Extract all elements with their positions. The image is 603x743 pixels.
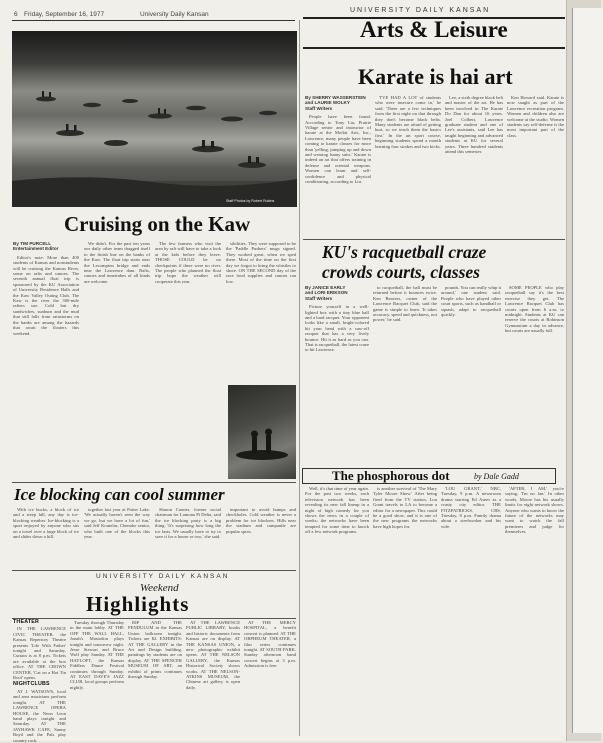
- kaw-river-photo: [12, 31, 297, 207]
- photo-credit: Staff Photos by Robert Rubins: [226, 199, 275, 203]
- phosphorous-column-4: [505, 486, 564, 736]
- karate-column-1: [305, 95, 371, 236]
- racquetball-headline-2: crowds courts, classes: [322, 262, 480, 282]
- highlights-column-1: [13, 619, 66, 743]
- highlights-text-2: Tuesday through Thursday in the main lobby. AT THE OFF THE WALL HALL, Jonah's Mastodon plays tonight and tomorrow night. Jesse Stewart and Bruce Wolf play Sunday. AT THE HAYLOFT, the Kansas Fiddlers Dance Festival continues through Sunday. AT EAST DAVE'S JAZZ CLUB, local groups perform nightly.: [70, 620, 124, 690]
- running-header-paper: University Daily Kansan: [140, 11, 209, 18]
- cruising-column-4: [226, 241, 296, 381]
- highlights-text-3: RIP AND THE PENDULUM in the Kansas Union ballroom tonight. Tickets are $2. EXHIBITS: AT THE GALLERY in the Art and Design building, paintings by students are on display. AT THE SPENCER MUSEUM OF ART, an exhibit of prints continues through Sunday.: [128, 620, 182, 680]
- racquetball-text-2: to racquetball, the ball must be returned before it bounces twice. Ken Beavers, owner of the Lawrence Racquet Club, said the game is simple to learn. 'It takes accuracy, speed and quickness, not power,' he said.: [373, 285, 437, 323]
- cruising-text-3: The few farmers who visit the area by raft will have to take a look at the kids before they leave. THOSE COULD be no checkpoints if there were no river. The people who planned the float trip hope the weather will cooperate this year.: [155, 241, 221, 284]
- karate-text-4: Ken Howard said. Karate is now taught as part of the Lawrence recreation program. Women and children also are welcome at the studio. Women students say self-defense is the most important part of the class.: [507, 95, 564, 138]
- phosphorous-text-3: 'LOU GRANT,' NBC, Tuesday, 9 p.m. A newsroom drama starring Ed Asner as a crusty city editor. THE FITZPATRICKS, CBS, Tuesday, 8 p.m. Family drama about a steelworker and his wife.: [441, 486, 501, 529]
- karate-byline: By SHERRY WASSERSTEIN and LAURIE WOLKY Staff Writers: [305, 95, 366, 111]
- phosphorous-byline: by Dale Gadd: [474, 472, 519, 481]
- ice-text-4: important to avoid bumps and checkholes. Cold weather is never a problem for ice blockers. Hills near the stadium and campanile are popular spots.: [226, 507, 296, 534]
- ice-column-2: [84, 507, 150, 567]
- highlights-rule: [12, 570, 296, 571]
- highlights-paper-name: UNIVERSITY DAILY KANSAN: [96, 573, 230, 580]
- theater-heading: THEATER: [13, 619, 40, 625]
- cruising-text-4: sibilities. They were supposed to be the 'Paddle Pushers' mugs signed. They worked great, when we sped there. Most of the time on the first day we forgot to bring the whistles to shore. ON THE SECOND day of the race food supplies and canoes ran low.: [226, 241, 296, 284]
- theater-text: IN THE LAWRENCE CIVIC THEATER, the Kansas Repertory Theatre presents 'Life With Father' tonight and Saturday. Curtain is at 8 p.m. Tickets are available at the box office. AT THE CROWN CENTER, 'Cat on a Hot Tin Roof' opens.: [13, 626, 66, 681]
- header-rule: [12, 20, 295, 21]
- cruising-column-1: [13, 241, 79, 489]
- adjacent-page: [573, 8, 603, 733]
- highlights-column-2: [70, 620, 124, 738]
- nightclubs-heading: NIGHTCLUBS: [13, 681, 50, 688]
- canoe-photo: [228, 385, 296, 479]
- racquetball-column-2: [373, 285, 437, 465]
- phosphorous-column-3: [441, 486, 501, 736]
- phosphorous-text-1: Well, it's that time of year again. For the past two weeks, each television network has been revealing its new fall lineup in a night of high comedy for you shows the news in a couple of weeks; the networks have been tempted for some time to knock off a few network programs.: [305, 486, 369, 535]
- ice-column-4: [226, 507, 296, 567]
- karate-text-3: Lee, a sixth degree black belt and master of the art. He has been involved in The Karate Do Dan for about 16 years. Joel Colbert, Lawrence graduate student and one of Lee's assistants, said Lee has taught beginning and advanced students at KU for several years. Three hundred students attend this semester.: [445, 95, 503, 155]
- cruising-column-3: [155, 241, 221, 489]
- highlights-column-3: [128, 620, 182, 738]
- racquetball-text-3: pounds. You can really whip it around,' one student said. People who have played other court sports, such as handball or squash, adapt to racquetball quickly.: [441, 285, 502, 318]
- highlights-text-4: AT THE LAWRENCE PUBLIC LIBRARY, books and historic documents from Kansas are on display. AT THE KANSAS UNION, a new photographic exhibit opens. AT THE NELSON GALLERY, the Kansas Historical Society shows works. AT THE NELSON-ATKINS MUSEUM, the Chinese art gallery is open daily.: [186, 620, 240, 690]
- karate-column-2: [375, 95, 441, 236]
- section-title: Arts & Leisure: [360, 17, 508, 42]
- highlights-weekend: Weekend: [140, 582, 179, 594]
- racquetball-text-1: Picture yourself in a well-lighted box with a tiny blue ball and a hard racquet. Your opponent looks like a small, bright-colored hit your head with a saw-off racquet that has a very lively bounce. Hit it as hard as you can. That is racquetball, the latest craze to hit Lawrence.: [305, 304, 369, 353]
- racquetball-column-3: [441, 285, 501, 465]
- ice-text-1: With ice bucks, a block of ice and a steep hill, any day is ice-blocking weather. Ice-blocking is a sport enjoyed by anyone who sits on a towel over a large block of ice and slides down a hill.: [13, 507, 79, 540]
- highlights-title: Highlights: [86, 592, 190, 616]
- ice-rule: [12, 482, 296, 483]
- racquetball-headline-1: KU's racquetball craze: [322, 242, 487, 262]
- page-number: 6: [14, 11, 18, 18]
- ice-column-3: [155, 507, 221, 567]
- karate-headline: Karate is hai art: [358, 64, 513, 89]
- rafts-illustration: [12, 31, 297, 207]
- nightclubs-text: AT J. WATSON'S, local and area musicians perform tonight. AT THE LAWRENCE OPERA HOUSE, the Neon Leon band plays tonight and Saturday. AT THE JAYHAWK CAFE, Sunny Boyd and the Pals play country rock.: [13, 688, 66, 743]
- adjacent-page-edge: [566, 0, 601, 741]
- cruising-headline: Cruising on the Kaw: [64, 212, 251, 236]
- highlights-column-5: [244, 620, 296, 738]
- phosphorous-column-2: [373, 486, 437, 736]
- cruising-byline: By TIM PURCELL Entertainment Editor: [13, 241, 59, 252]
- highlights-rule-2: [12, 618, 296, 619]
- phosphorous-text-2: is another survival of 'The Mary Tyler Moore Show.' After being fired from the TV station, Lou Grant travels to LA to become a editor for a newspaper. This could be a good show, and it is one of the new programs the networks have high hopes for.: [373, 486, 437, 529]
- section-paper-name: UNIVERSITY DAILY KANSAN: [350, 7, 491, 14]
- phosphorous-text-4: 'AFTER, I AM,' you're saying. 'I'm no fan.' In other words, Moore has his usually limits for eight network shows. Anyone who wants to know the future of the networks may want to watch the fall premieres and judge for themselves.: [505, 486, 564, 535]
- ice-column-1: [13, 507, 79, 567]
- racquetball-text-4: SOME PEOPLE who play racquetball say it's the best exercise they get. The Lawrence Racquet Club has courts open from 6 a.m. to midnight. Students at KU can reserve the courts at Robinson Gymnasium a day in advance, but courts are usually full.: [505, 285, 564, 334]
- ice-text-2: together last year at Potter Lake. 'We actually haven't seen the way we go, but we have a lot of fun,' said Jeff Koutelas, Chenoke senior, who built one of the blocks this year.: [84, 507, 150, 540]
- center-divider: [299, 20, 300, 736]
- cruising-column-2: [84, 241, 150, 489]
- highlights-column-4: [186, 620, 240, 738]
- karate-text-1: People have been found. According to Tony Liu, Prairie Village senior and instructor of karate at the Moffat Arts, Inc., Lawrence, many people have been coming to karate classes for more than 'yelling, jumping up and down and wearing funny suits.' Karate is indeed an art that offers training in defense and oriental weapons. Women can learn and self-confidence and physical conditioning, according to Liu.: [305, 114, 371, 185]
- racquetball-byline: By JANICE EARLY and LORI ERIKSON Staff Writers: [305, 285, 348, 301]
- racquetball-column-4: [505, 285, 564, 465]
- canoe-illustration: [228, 385, 296, 479]
- highlights-text-5: AT THE MERCY HOSPITAL, a benefit concert is planned. AT THE ORPHEUM THEATER, a film series continues tonight. AT SOUTH PARK, Sunday afternoon band concert begins at 3 p.m. Admission is free.: [244, 620, 296, 669]
- karate-rule: [303, 239, 565, 240]
- karate-column-3: [445, 95, 503, 236]
- phosphorous-column-1: [305, 486, 369, 736]
- cruising-text-2: We didn't. For the past ten years our daily other team dragged itself to the finish line on the banks of the Kaw. The float trip starts near the Lecompton bridge and ends near the Lawrence dam. Rafts, canoes and innertubes of all kinds are welcome.: [84, 241, 150, 284]
- cruising-text-1: Editor's note: More than 400 students of Kansas and nonstudents will be cruising the Kansas River, some on rafts and canoes. The seventh annual float trip is sponsored by the KU Association of University Residence Halls and the Kaw Valley Outing Club. The Kaw is the river the 300-mile rafters use. Cold but dry sandwiches, sunburn and the mud that still falls from rainstorms on the banks are among the hazards that await the floaters this weekend.: [13, 254, 79, 336]
- phosphorous-headline: The phosphorous dot: [332, 468, 450, 483]
- karate-column-4: [507, 95, 564, 236]
- karate-text-2: 'I'VE HAD A LOT of students who were insecure come in,' he said. 'There are a few techniques from the first night on that through they don't become black belts. Many students are afraid of getting hurt, so we teach them the basics first.' In the art sport course, beginning students spend a month learning four strokes and two kicks.: [375, 95, 441, 149]
- section-rule-bottom: [303, 47, 565, 49]
- ice-text-3: Sharon Conner, former social chairman for Lamona Pi Delta, said the ice blocking party is a big thing. 'It's surprising how long the ice lasts. We usually have to try to save it for a house or two,' she said.: [155, 507, 221, 540]
- racquetball-column-1: [305, 285, 369, 465]
- ice-headline: Ice blocking can cool summer: [14, 485, 225, 504]
- page-date: Friday, September 16, 1977: [24, 11, 105, 18]
